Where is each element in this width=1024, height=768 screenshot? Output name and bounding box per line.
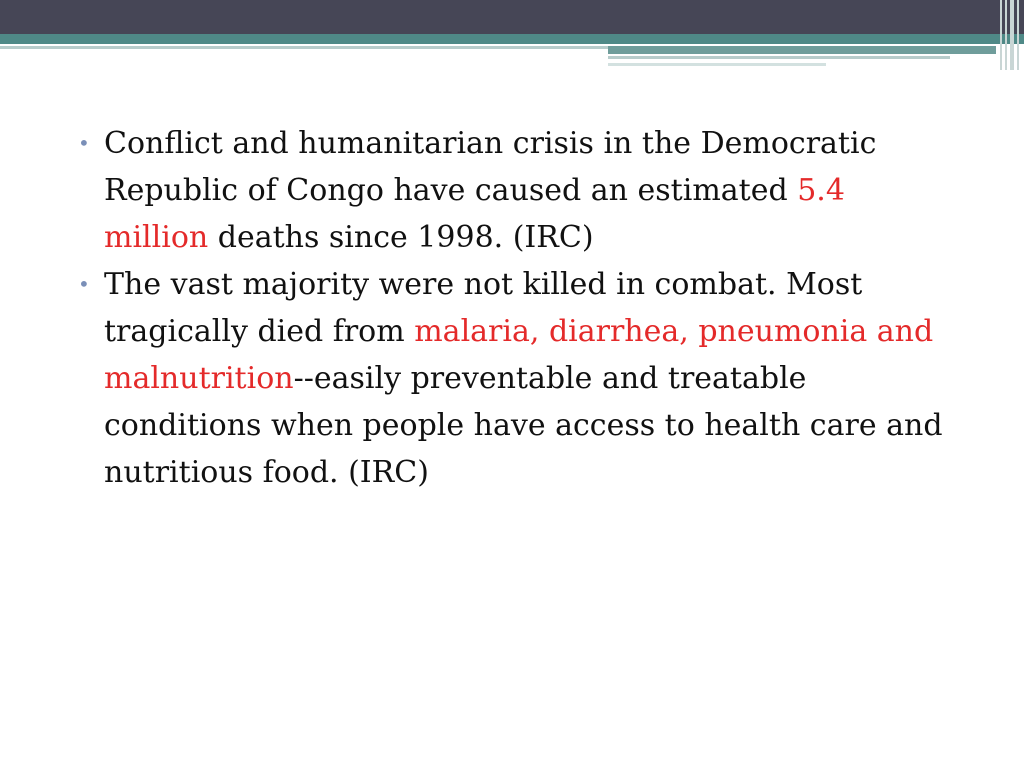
stripe <box>1005 0 1007 70</box>
highlight-text: 5.4 million <box>104 173 845 255</box>
bullet-text-suffix: --easily preventable and treatable conditions when people have access to health care and nutritious food. (IRC) <box>104 361 943 490</box>
bullet-item <box>76 261 946 496</box>
stripe <box>1010 0 1014 70</box>
stripe <box>1017 0 1019 70</box>
slide-body <box>76 120 946 496</box>
bullet-text <box>104 267 943 490</box>
bullet-item <box>76 120 946 261</box>
bullet-text <box>104 126 876 255</box>
corner-stripes <box>996 0 1024 70</box>
bullet-text-prefix: The vast majority were not killed in combat. Most tragically died from <box>104 267 863 349</box>
stripe <box>1000 0 1002 70</box>
decorative-rule-short <box>608 63 826 66</box>
decorative-rule-mid <box>608 56 950 59</box>
bullet-text-suffix: deaths since 1998. (IRC) <box>208 220 594 255</box>
header-bar <box>0 0 1024 34</box>
bullet-marker: • <box>78 272 90 296</box>
decorative-rule-left <box>0 46 608 49</box>
decorative-rule-teal <box>608 46 996 54</box>
highlight-text: malaria, diarrhea, pneumonia and malnutrition <box>104 314 934 396</box>
bullet-text-prefix: Conflict and humanitarian crisis in the Democratic Republic of Congo have caused an estimated <box>104 126 877 208</box>
bullet-marker: • <box>78 131 90 155</box>
accent-band <box>0 34 1024 44</box>
